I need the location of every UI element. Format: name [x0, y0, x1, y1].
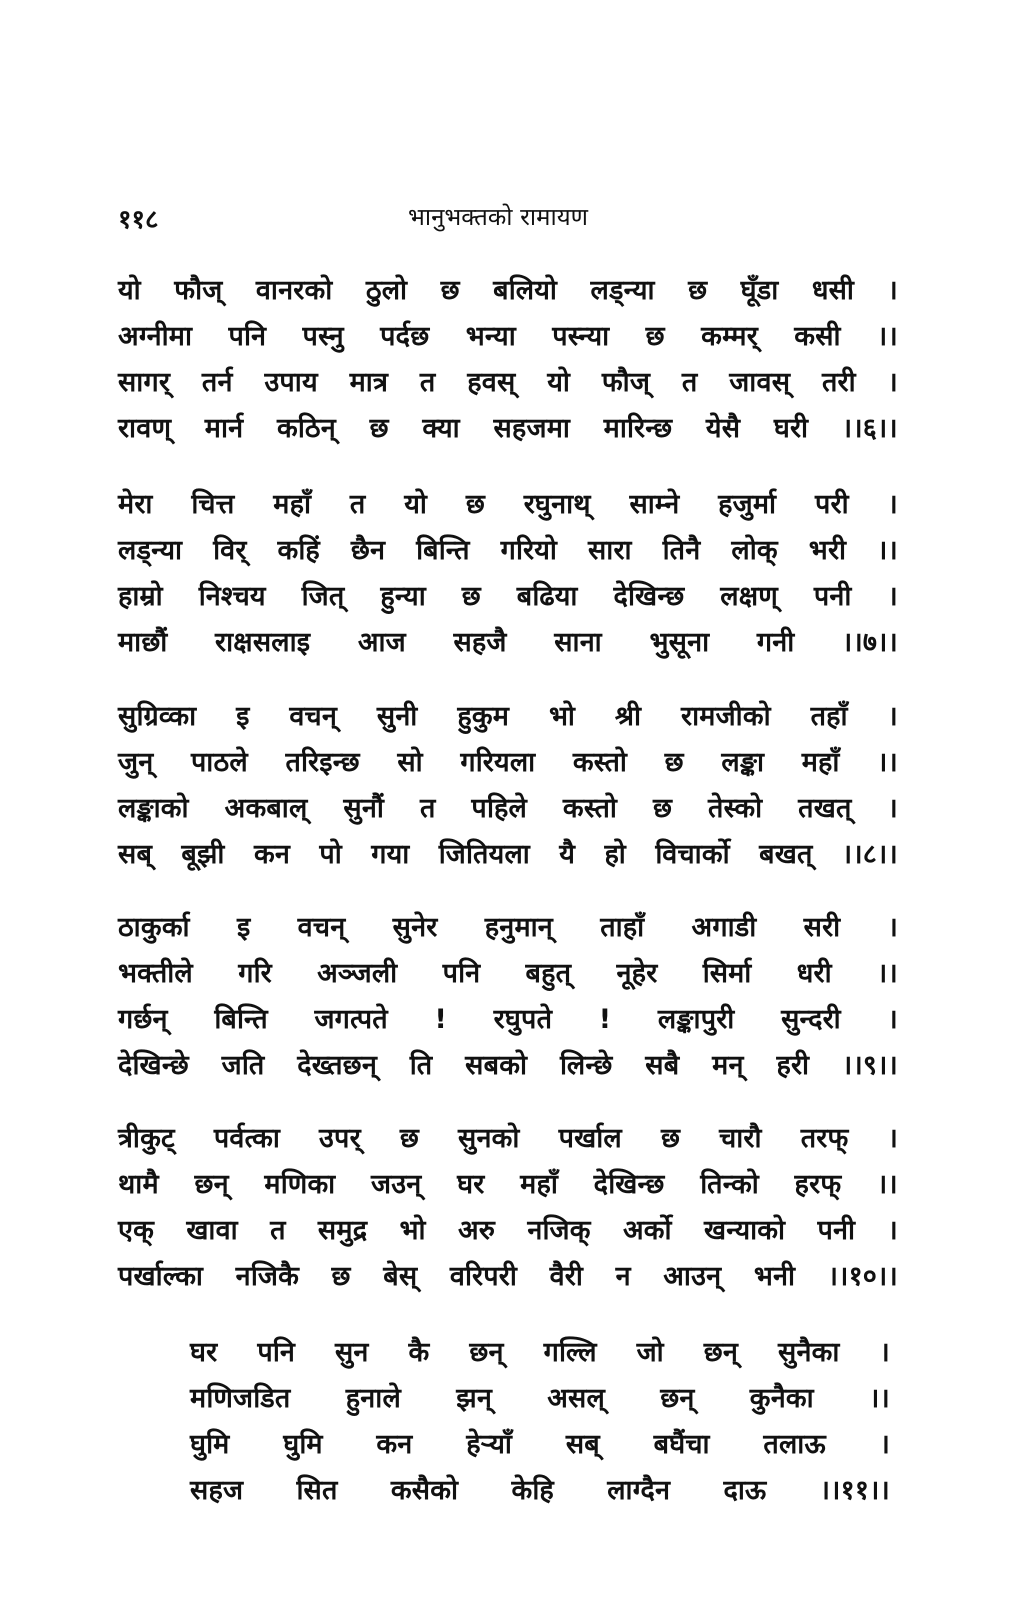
verse-word: पाठले: [190, 747, 248, 778]
verse-line: [118, 1116, 898, 1162]
verse-line: [118, 620, 898, 666]
verse-word: तरी: [821, 367, 856, 398]
verse-word: कसैको: [390, 1475, 459, 1506]
verse-word: लड्न्या: [590, 275, 655, 306]
verse-word: सुनी: [376, 701, 418, 732]
verse-word: लोक्: [731, 535, 778, 566]
verse-word: गनी: [756, 627, 795, 658]
verse-word: छन्: [194, 1169, 229, 1200]
verse-word: सुनौं: [343, 793, 385, 824]
verse-word: छ: [660, 1123, 681, 1154]
verse-word: उपाय: [264, 367, 318, 398]
verse-word: छन्: [703, 1337, 739, 1368]
verse-word: हेर्‍याँ: [466, 1429, 513, 1460]
verse-line: [118, 1254, 898, 1300]
verse-word: ।: [879, 1429, 890, 1460]
verse-word: छ: [461, 581, 481, 612]
verse-word: ।।८।।: [841, 839, 898, 870]
verse-word: ।।७।।: [842, 627, 898, 658]
verse-word: फौज्: [601, 367, 651, 398]
verse-line: [118, 905, 898, 951]
verse-word: बखत्: [759, 839, 813, 870]
verse-word: यै: [559, 839, 576, 870]
verse-word: अर्को: [622, 1215, 672, 1246]
verse-word: ।: [887, 489, 898, 520]
verse-word: ।: [887, 701, 898, 732]
verse-word: केहि: [511, 1475, 554, 1506]
verse-word: जउन्: [371, 1169, 422, 1200]
verse-word: गरि: [238, 958, 272, 989]
verse-word: लङ्कापुरी: [657, 1004, 735, 1035]
verse-word: ।।: [877, 535, 898, 566]
verse-line: [118, 406, 898, 452]
verse-word: देखिन्छे: [118, 1050, 189, 1081]
verse-word: कस्तो: [572, 747, 628, 778]
verse-word: सुन: [334, 1337, 369, 1368]
verse-line: [118, 694, 898, 740]
verse-word: जगत्पते: [314, 1004, 388, 1035]
running-title: भानुभक्तको रामायण: [408, 203, 588, 231]
verse-line: [190, 1376, 890, 1422]
verse-word: सरी: [803, 912, 841, 943]
verse-word: लिन्छे: [559, 1050, 613, 1081]
verse-word: उपर्: [319, 1123, 361, 1154]
verse-word: गया: [371, 839, 410, 870]
verse-word: बेस्: [383, 1261, 418, 1292]
verse-word: लक्षण्: [720, 581, 779, 612]
verse-line: [118, 832, 898, 878]
verse-word: हुन्या: [380, 581, 426, 612]
verse-word: हुकुम: [457, 701, 510, 732]
verse-word: ।।: [877, 958, 898, 989]
verse-word: ।: [887, 912, 898, 943]
verse-line: [118, 482, 898, 528]
verse-word: नजिकै: [235, 1261, 300, 1292]
verse-word: रघुनाथ्: [523, 489, 591, 520]
verse-line: [118, 528, 898, 574]
verse-word: कै: [408, 1337, 430, 1368]
verse-word: मारिन्छ: [603, 413, 673, 444]
verse-word: ।।९।।: [842, 1050, 898, 1081]
verse-word: तर्न: [201, 367, 233, 398]
verse-word: वैरी: [549, 1261, 584, 1292]
verse-word: छन्: [660, 1383, 695, 1414]
verse-word: ।: [887, 581, 898, 612]
verse-line: [190, 1468, 890, 1514]
verse-word: देख्तछन्: [297, 1050, 377, 1081]
verse-word: सिर्मा: [702, 958, 752, 989]
verse-word: पनि: [228, 321, 267, 352]
verse-word: ।: [879, 1337, 890, 1368]
verse-word: ।।: [877, 747, 898, 778]
verse-word: बहुत्: [525, 958, 572, 989]
verse-word: ।: [887, 1215, 898, 1246]
verse-word: यो: [404, 489, 428, 520]
verse-word: मणिजडित: [190, 1383, 291, 1414]
verse-word: निश्चय: [198, 581, 266, 612]
verse-word: अरु: [457, 1215, 496, 1246]
verse-word: अगाडी: [691, 912, 757, 943]
verse-word: लड्न्या: [118, 535, 183, 566]
verse-word: छ: [440, 275, 460, 306]
verse-word: छ: [664, 747, 684, 778]
verse-word: छ: [465, 489, 485, 520]
stanza-7: [118, 482, 898, 666]
verse-word: ठुलो: [365, 275, 408, 306]
verse-word: खावा: [186, 1215, 238, 1246]
verse-word: ।।: [869, 1383, 890, 1414]
page-number: ११८: [118, 205, 159, 235]
verse-word: समुद्र: [317, 1215, 368, 1246]
page-header: [118, 200, 898, 240]
verse-word: रामजीको: [681, 701, 771, 732]
verse-word: बिन्ति: [214, 1004, 268, 1035]
verse-word: घर: [190, 1337, 218, 1368]
verse-word: रावण्: [118, 413, 172, 444]
verse-word: यो: [118, 275, 141, 306]
verse-word: भरी: [808, 535, 847, 566]
verse-word: थामै: [118, 1169, 159, 1200]
verse-word: न: [615, 1261, 631, 1292]
verse-word: पर्दछ: [380, 321, 430, 352]
verse-word: छ: [331, 1261, 351, 1292]
verse-word: क्या: [422, 413, 460, 444]
verse-word: पर्वत्का: [213, 1123, 281, 1154]
verse-word: विचार्को: [655, 839, 730, 870]
verse-word: हाम्रो: [118, 581, 163, 612]
verse-word: कहिं: [277, 535, 320, 566]
verse-word: ति: [409, 1050, 433, 1081]
verse-word: त: [270, 1215, 286, 1246]
verse-word: अग्नीमा: [118, 321, 193, 352]
verse-line: [118, 1208, 898, 1254]
verse-word: ।।१०।।: [827, 1261, 898, 1292]
verse-word: चारौ: [719, 1123, 762, 1154]
verse-word: तिनै: [662, 535, 701, 566]
verse-word: एक्: [118, 1215, 155, 1246]
verse-line: [118, 740, 898, 786]
verse-word: तरफ्: [800, 1123, 849, 1154]
verse-word: सब्: [118, 839, 153, 870]
verse-word: ।।११।।: [819, 1475, 890, 1506]
verse-word: !: [434, 1004, 448, 1035]
verse-word: घुमि: [283, 1429, 323, 1460]
verse-word: पर्खाल्का: [118, 1261, 204, 1292]
stanza-11: [190, 1330, 890, 1514]
verse-word: लङ्का: [721, 747, 765, 778]
verse-word: वानरको: [255, 275, 333, 306]
verse-word: यो: [547, 367, 571, 398]
verse-word: गर्छन्: [118, 1004, 168, 1035]
verse-word: तहाँ: [810, 701, 848, 732]
verse-word: हरफ्: [794, 1169, 842, 1200]
verse-word: सारा: [588, 535, 632, 566]
verse-word: भुसूना: [649, 627, 710, 658]
verse-word: सित: [296, 1475, 338, 1506]
verse-word: कसी: [794, 321, 841, 352]
verse-word: ।।६।।: [841, 413, 898, 444]
verse-word: ठाकुर्का: [118, 912, 190, 943]
verse-word: ।: [887, 1123, 898, 1154]
verse-line: [118, 1043, 898, 1089]
verse-word: त: [419, 793, 436, 824]
verse-word: वरिपरी: [449, 1261, 518, 1292]
verse-word: धरी: [796, 958, 832, 989]
verse-word: सुनैका: [778, 1337, 840, 1368]
verse-word: ।: [887, 275, 898, 306]
verse-word: कम्मर्: [701, 321, 758, 352]
verse-word: इ: [236, 701, 250, 732]
verse-word: परी: [814, 489, 849, 520]
verse-word: घुमि: [190, 1429, 230, 1460]
verse-word: घर: [457, 1169, 485, 1200]
verse-word: सुनेर: [392, 912, 438, 943]
verse-word: अकबाल्: [224, 793, 308, 824]
verse-word: हुनाले: [345, 1383, 401, 1414]
verse-word: महाँ: [273, 489, 312, 520]
verse-word: सहजै: [453, 627, 507, 658]
verse-word: घरी: [773, 413, 809, 444]
verse-word: बिन्ति: [416, 535, 470, 566]
verse-word: बघैंचा: [653, 1429, 710, 1460]
verse-word: सहजमा: [493, 413, 571, 444]
verse-word: सबको: [465, 1050, 528, 1081]
verse-word: नजिक्: [527, 1215, 591, 1246]
verse-word: गरियो: [500, 535, 558, 566]
stanza-10: [118, 1116, 898, 1300]
verse-line: [190, 1422, 890, 1468]
verse-word: हो: [604, 839, 626, 870]
verse-word: दाऊ: [723, 1475, 767, 1506]
verse-word: सहज: [190, 1475, 244, 1506]
verse-word: भो: [548, 701, 576, 732]
verse-word: जति: [221, 1050, 265, 1081]
verse-word: गल्लि: [543, 1337, 597, 1368]
verse-word: जो: [636, 1337, 664, 1368]
verse-word: कन: [253, 839, 291, 870]
verse-word: लङ्काको: [118, 793, 189, 824]
verse-word: आउन्: [663, 1261, 722, 1292]
verse-word: तिन्को: [700, 1169, 759, 1200]
verse-word: इ: [236, 912, 251, 943]
verse-line: [118, 574, 898, 620]
verse-word: जावस्: [729, 367, 791, 398]
verse-word: गरियला: [460, 747, 536, 778]
verse-line: [118, 314, 898, 360]
verse-word: सुन्दरी: [781, 1004, 841, 1035]
verse-word: छैन: [350, 535, 386, 566]
verse-word: तेस्को: [708, 793, 763, 824]
verse-word: साम्ने: [629, 489, 680, 520]
verse-word: ।।: [877, 321, 898, 352]
verse-word: मार्न: [204, 413, 244, 444]
verse-word: विर्: [213, 535, 247, 566]
verse-word: हजुर्मा: [718, 489, 777, 520]
verse-word: सागर्: [118, 367, 171, 398]
verse-word: बढिया: [516, 581, 578, 612]
verse-word: वचन्: [297, 912, 346, 943]
verse-word: हनुमान्: [484, 912, 553, 943]
verse-word: पस्नु: [302, 321, 344, 352]
verse-word: सुग्रिव्का: [118, 701, 197, 732]
verse-word: साना: [554, 627, 602, 658]
verse-word: नूहेर: [616, 958, 658, 989]
verse-word: छ: [645, 321, 665, 352]
verse-word: त: [681, 367, 698, 398]
verse-word: भनी: [753, 1261, 796, 1292]
verse-word: रघुपते: [493, 1004, 553, 1035]
verse-word: झन्: [456, 1383, 493, 1414]
verse-word: !: [598, 1004, 612, 1035]
verse-word: ।।: [877, 1169, 898, 1200]
verse-word: त: [419, 367, 436, 398]
verse-word: जुन्: [118, 747, 154, 778]
verse-word: जितियला: [438, 839, 530, 870]
verse-word: भो: [399, 1215, 426, 1246]
verse-word: माछौं: [118, 627, 168, 658]
verse-word: सुनको: [458, 1123, 520, 1154]
verse-word: श्री: [614, 701, 642, 732]
verse-word: वचन्: [289, 701, 338, 732]
verse-word: छ: [369, 413, 389, 444]
verse-word: जित्: [301, 581, 345, 612]
verse-word: फौज्: [174, 275, 223, 306]
verse-word: कन: [376, 1429, 413, 1460]
verse-word: लाग्दैन: [607, 1475, 671, 1506]
verse-word: पनी: [817, 1215, 856, 1246]
verse-word: अञ्जली: [317, 958, 398, 989]
verse-word: आज: [357, 627, 406, 658]
verse-word: घूँडा: [740, 275, 779, 306]
verse-word: मात्र: [349, 367, 389, 398]
verse-word: पो: [319, 839, 342, 870]
verse-word: देखिन्छ: [613, 581, 685, 612]
verse-word: पनि: [442, 958, 481, 989]
verse-word: पहिले: [471, 793, 527, 824]
verse-word: छ: [688, 275, 708, 306]
verse-line: [118, 997, 898, 1043]
verse-word: कठिन्: [276, 413, 336, 444]
verse-word: पर्खाल: [558, 1123, 622, 1154]
verse-word: कस्तो: [562, 793, 618, 824]
verse-word: तरिइन्छ: [285, 747, 360, 778]
verse-word: राक्षसलाइ: [215, 627, 311, 658]
verse-line: [118, 1162, 898, 1208]
verse-word: छन्: [469, 1337, 504, 1368]
verse-word: भन्या: [465, 321, 516, 352]
verse-word: चित्त: [191, 489, 235, 520]
verse-word: सो: [397, 747, 423, 778]
stanza-6: [118, 268, 898, 452]
verse-word: मन्: [712, 1050, 744, 1081]
verse-word: ताहाँ: [600, 912, 645, 943]
verse-line: [118, 268, 898, 314]
verse-word: बलियो: [493, 275, 558, 306]
verse-word: ।: [887, 367, 898, 398]
verse-word: भक्तीले: [118, 958, 193, 989]
verse-word: पनी: [813, 581, 852, 612]
verse-word: सबै: [645, 1050, 680, 1081]
verse-word: हवस्: [467, 367, 516, 398]
verse-word: मेरा: [118, 489, 153, 520]
verse-word: त: [349, 489, 366, 520]
verse-word: ।: [887, 793, 898, 824]
verse-word: धसी: [811, 275, 855, 306]
verse-word: बूझी: [181, 839, 225, 870]
verse-line: [118, 360, 898, 406]
verse-word: महाँ: [520, 1169, 559, 1200]
verse-word: देखिन्छ: [593, 1169, 665, 1200]
verse-word: पस्न्या: [552, 321, 610, 352]
verse-word: त्रीकुट्: [118, 1123, 175, 1154]
verse-word: पनि: [257, 1337, 296, 1368]
stanza-8: [118, 694, 898, 878]
verse-word: महाँ: [801, 747, 840, 778]
verse-word: मणिका: [264, 1169, 336, 1200]
verse-word: खन्याको: [704, 1215, 786, 1246]
stanza-9: [118, 905, 898, 1089]
verse-word: असल्: [547, 1383, 606, 1414]
verse-word: छ: [399, 1123, 419, 1154]
verse-word: सब्: [565, 1429, 600, 1460]
verse-line: [118, 951, 898, 997]
verse-word: येसै: [705, 413, 741, 444]
verse-word: तखत्: [798, 793, 852, 824]
verse-word: हरी: [776, 1050, 810, 1081]
verse-line: [190, 1330, 890, 1376]
verse-word: छ: [653, 793, 673, 824]
verse-word: ।: [887, 1004, 898, 1035]
verse-word: तलाऊ: [763, 1429, 826, 1460]
verse-line: [118, 786, 898, 832]
verse-word: कुनैका: [749, 1383, 814, 1414]
